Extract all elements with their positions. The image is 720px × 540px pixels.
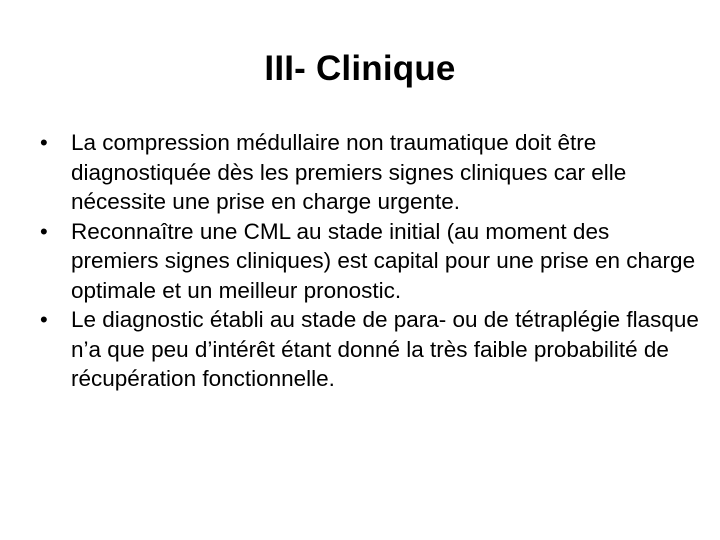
bullet-text: Reconnaître une CML au stade initial (au moment des premiers signes cliniques) est capital pour une prise en charge optimale et un meilleur pronostic. [71, 218, 696, 303]
bullet-icon: • [40, 130, 48, 155]
bullet-icon: • [40, 218, 48, 244]
bullet-icon: • [40, 307, 48, 332]
slide-title: III- Clinique [264, 49, 456, 88]
bullet-item-2 [40, 217, 700, 306]
bullet-item-1 [40, 128, 700, 217]
bullet-text: La compression médullaire non traumatique doit être diagnostiquée dès les premiers signes cliniques car elle nécessite une prise en charge urgente. [71, 130, 627, 214]
bullet-list [40, 128, 700, 394]
bullet-text: Le diagnostic établi au stade de para- ou de tétraplégie flasque n’a que peu d’intérêt étant donné la très faible probabilité de récupération fonctionnelle. [71, 307, 699, 391]
bullet-item-3 [40, 305, 700, 394]
